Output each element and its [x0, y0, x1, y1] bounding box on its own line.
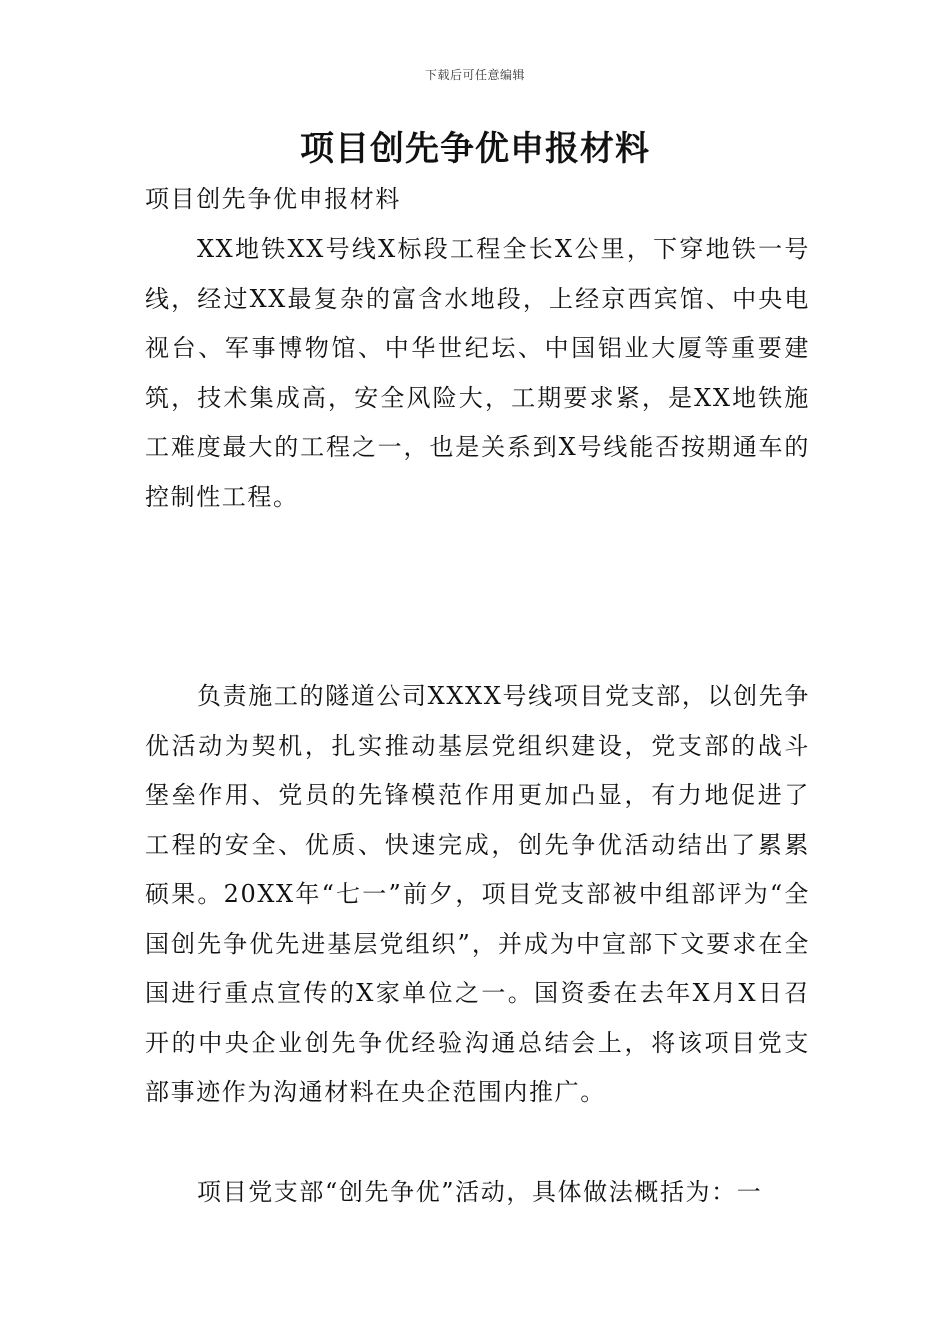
paragraph-specific-practices: 项目党支部“创先争优”活动，具体做法概括为：一 [197, 1178, 763, 1206]
document-subtitle: 项目创先争优申报材料 [145, 185, 401, 213]
paragraph-project-overview: XX地铁XX号线X标段工程全长X公里，下穿地铁一号线，经过XX最复杂的富含水地段，上经京西宾馆、中央电视台、军事博物馆、中华世纪坛、中国铝业大厦等重要建筑，技术集成高，安全风险大，工期要求紧，是XX地铁施工难度最大的工程之一，也是关系到X号线能否按期通车的控制性工程。 [145, 235, 810, 511]
paragraph-party-branch-achievements: 负责施工的隧道公司XXXX号线项目党支部，以创先争优活动为契机，扎实推动基层党组织建设，党支部的战斗堡垒作用、党员的先锋模范作用更加凸显，有力地促进了工程的安全、优质、快速完成，创先争优活动结出了累累硕果。20XX年“七一”前夕，项目党支部被中组部评为“全国创先争优先进基层党组织”，并成为中宣部下文要求在全国进行重点宣传的X家单位之一。国资委在去年X月X日召开的中央企业创先争优经验沟通总结会上，将该项目党支部事迹作为沟通材料在央企范围内推广。 [145, 682, 810, 1106]
header-note: 下载后可任意编辑 [424, 68, 525, 82]
document-title: 项目创先争优申报材料 [300, 129, 650, 169]
